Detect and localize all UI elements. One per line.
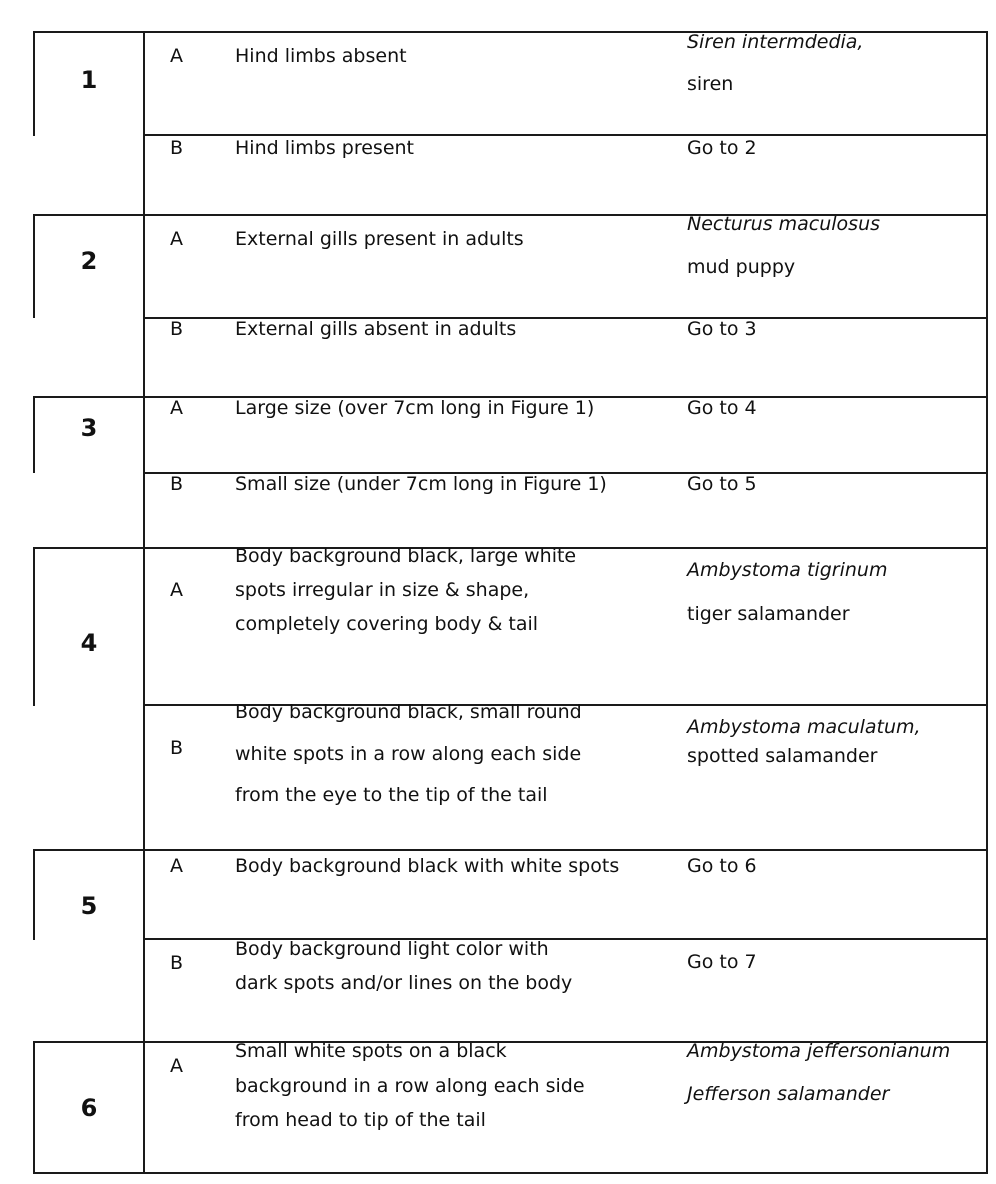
common-name: spotted salamander: [687, 745, 878, 767]
couplet-number: 4: [80, 629, 98, 657]
choice-letter: B: [170, 318, 184, 340]
common-name: siren: [687, 73, 734, 95]
scientific-name: Ambystoma maculatum,: [687, 716, 921, 738]
scientific-name: Ambystoma jeffersonianum: [687, 1040, 951, 1062]
couplet-number: 1: [80, 66, 98, 94]
go-to-step: Go to 2: [687, 137, 757, 159]
choice-description: from head to tip of the tail: [235, 1109, 486, 1131]
table-bottom-border: [33, 1172, 988, 1174]
couplet-number: 5: [80, 892, 98, 920]
choice-description: dark spots and/or lines on the body: [235, 972, 573, 994]
go-to-step: Go to 4: [687, 397, 757, 419]
choice-description: from the eye to the tip of the tail: [235, 784, 548, 806]
couplet-left-border: [33, 547, 35, 706]
choice-description: Body background light color with: [235, 938, 549, 960]
choice-letter: B: [170, 473, 184, 495]
choice-description: Small size (under 7cm long in Figure 1): [235, 473, 607, 495]
choice-letter: B: [170, 137, 184, 159]
couplet-number: 6: [80, 1094, 98, 1122]
choice-description: Small white spots on a black: [235, 1040, 507, 1062]
choice-description: Body background black, large white: [235, 545, 577, 567]
common-name: tiger salamander: [687, 603, 850, 625]
choice-letter: B: [170, 952, 184, 974]
choice-letter: A: [170, 45, 183, 67]
choice-letter: A: [170, 397, 183, 419]
table-right-border: [986, 31, 988, 1174]
choice-description: spots irregular in size & shape,: [235, 579, 530, 601]
scientific-name: Siren intermdedia,: [687, 31, 864, 53]
choice-description: Hind limbs absent: [235, 45, 407, 67]
choice-description: Body background black, small round: [235, 701, 582, 723]
go-to-step: Go to 3: [687, 318, 757, 340]
choice-description: white spots in a row along each side: [235, 743, 582, 765]
scientific-name: Necturus maculosus: [687, 213, 881, 235]
couplet-number: 3: [80, 414, 98, 442]
choice-letter: A: [170, 855, 183, 877]
go-to-step: Go to 5: [687, 473, 757, 495]
go-to-step: Go to 7: [687, 951, 757, 973]
choice-description: Body background black with white spots: [235, 855, 620, 877]
choice-description: background in a row along each side: [235, 1075, 585, 1097]
choice-description: completely covering body & tail: [235, 613, 539, 635]
choice-letter: A: [170, 1055, 183, 1077]
choice-description: External gills absent in adults: [235, 318, 517, 340]
go-to-step: Go to 6: [687, 855, 757, 877]
choice-letter: A: [170, 228, 183, 250]
common-name: mud puppy: [687, 256, 796, 278]
couplet-number: 2: [80, 247, 98, 275]
scientific-name: Ambystoma tigrinum: [687, 559, 888, 581]
scientific-name: Jefferson salamander: [687, 1083, 890, 1105]
choice-description: External gills present in adults: [235, 228, 524, 250]
number-column-border: [143, 31, 145, 1174]
choice-letter: A: [170, 579, 183, 601]
choice-letter: B: [170, 737, 184, 759]
choice-description: Large size (over 7cm long in Figure 1): [235, 397, 595, 419]
choice-description: Hind limbs present: [235, 137, 414, 159]
